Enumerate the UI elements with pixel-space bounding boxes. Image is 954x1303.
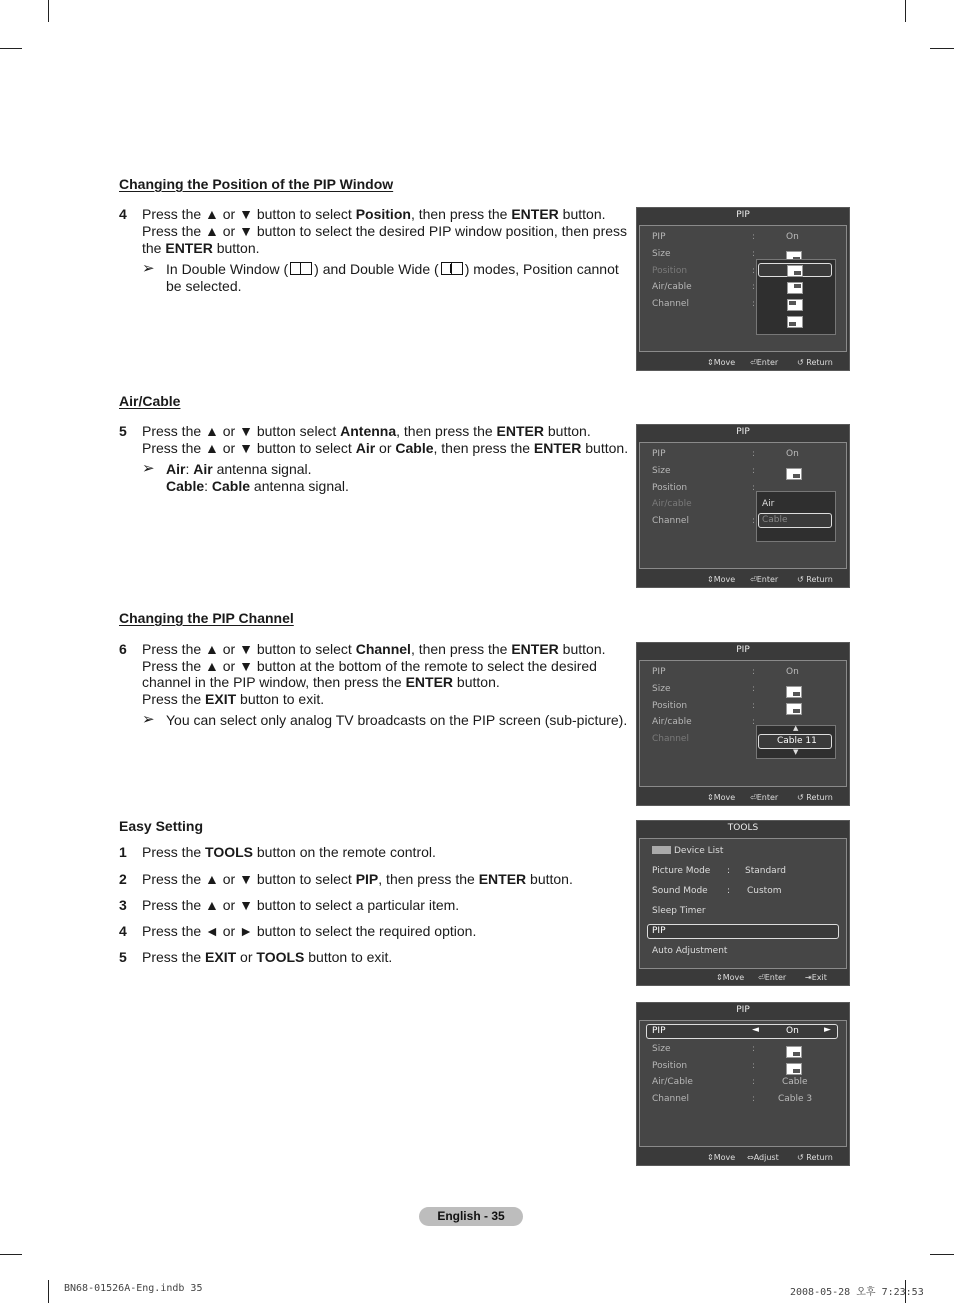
colon: : <box>752 249 756 259</box>
colon: : <box>727 886 731 896</box>
pip-size-icon <box>786 468 802 480</box>
osd-pip-position <box>636 207 850 371</box>
position-top-left-icon[interactable] <box>787 299 803 311</box>
osd-row-aircable[interactable]: Air/Cable <box>652 1077 693 1087</box>
step-text: Press the EXIT or TOOLS button to exit. <box>142 949 393 965</box>
footer-enter: ⏎Enter <box>750 575 779 584</box>
osd-body <box>639 1020 847 1147</box>
colon: : <box>752 717 756 727</box>
osd-row-size[interactable]: Size <box>652 466 671 476</box>
colon: : <box>752 1077 756 1087</box>
tools-auto-adjustment[interactable]: Auto Adjustment <box>652 946 728 956</box>
step-number: 4 <box>119 206 127 222</box>
osd-row-aircable[interactable]: Air/cable <box>652 282 692 292</box>
colon: : <box>752 1044 756 1054</box>
footer-enter: ⏎Enter <box>758 973 787 982</box>
colon: : <box>752 1061 756 1071</box>
osd-row-size[interactable]: Size <box>652 1044 671 1054</box>
crop-mark <box>0 1254 22 1255</box>
up-down-icon: ⇕ <box>707 575 714 584</box>
pip-position-icon <box>786 1063 802 1075</box>
osd-row-position[interactable]: Position <box>652 266 688 276</box>
osd-row-position[interactable]: Position <box>652 701 688 711</box>
osd-pip-value: On <box>786 1026 799 1036</box>
channel-dropdown[interactable] <box>756 725 836 759</box>
step-text: Press the ▲ or ▼ button to select Channel, then press the ENTER button. <box>142 641 606 657</box>
section-title-easy: Easy Setting <box>119 818 204 834</box>
footer-enter: ⏎Enter <box>750 358 779 367</box>
step-number: 5 <box>119 423 127 439</box>
step-number: 1 <box>119 844 127 860</box>
colon: : <box>752 266 756 276</box>
position-bottom-right-icon[interactable] <box>787 265 803 277</box>
step-number: 3 <box>119 897 127 913</box>
colon: : <box>752 299 756 309</box>
footer-move: ⇕Move <box>716 973 745 982</box>
osd-pip-value: On <box>786 667 799 677</box>
colon: : <box>752 282 756 292</box>
step-number: 5 <box>119 949 127 965</box>
footer-timestamp: 2008-05-28 오후 7:23:53 <box>790 1287 924 1298</box>
footer-move: ⇕Move <box>707 358 736 367</box>
osd-pip-channel <box>636 642 850 806</box>
osd-pip-value: On <box>786 449 799 459</box>
crop-mark <box>905 0 906 22</box>
crop-mark <box>48 1280 49 1303</box>
step-number: 2 <box>119 871 127 887</box>
up-down-icon: ⇕ <box>707 1153 714 1162</box>
footer-return: ↺ Return <box>797 575 833 584</box>
osd-row-channel[interactable]: Channel <box>652 1094 689 1104</box>
footer-file-info: BN68-01526A-Eng.indb 35 <box>64 1283 203 1294</box>
section-title-channel: Changing the PIP Channel <box>119 610 294 626</box>
crop-mark <box>930 1254 954 1255</box>
osd-row-aircable[interactable]: Air/cable <box>652 499 692 509</box>
osd-title: TOOLS <box>727 823 759 833</box>
colon: : <box>752 232 756 242</box>
return-icon: ↺ <box>797 358 804 367</box>
osd-title: PIP <box>736 645 750 655</box>
tools-pip[interactable]: PIP <box>652 926 666 936</box>
step-text: Press the ▲ or ▼ button to select PIP, then press the ENTER button. <box>142 871 573 887</box>
footer-move: ⇕Move <box>707 1153 736 1162</box>
crop-mark <box>0 48 22 49</box>
note-text: In Double Window ( ) and Double Wide ( ) modes, Position cannot <box>166 261 619 277</box>
anynet-icon <box>652 846 671 854</box>
osd-row-position[interactable]: Position <box>652 483 688 493</box>
step-text: Press the ◄ or ► button to select the required option. <box>142 923 477 939</box>
pip-position-icon <box>786 703 802 715</box>
up-down-icon: ⇕ <box>716 973 723 982</box>
option-cable[interactable]: Cable <box>762 515 788 525</box>
tools-sound-value: Custom <box>747 886 782 896</box>
tools-picture-value: Standard <box>745 866 786 876</box>
osd-row-pip[interactable]: PIP <box>652 667 666 677</box>
colon: : <box>752 701 756 711</box>
note-arrow-icon: ➢ <box>142 260 155 277</box>
arrow-up-icon[interactable]: ▲ <box>793 724 799 732</box>
note-text: Cable: Cable antenna signal. <box>166 478 349 494</box>
footer-move: ⇕Move <box>707 793 736 802</box>
double-window-icon <box>290 262 312 275</box>
step-text: Press the ▲ or ▼ button to select Position, then press the ENTER button. <box>142 206 606 222</box>
arrow-right-icon[interactable]: ► <box>824 1025 831 1035</box>
osd-pip-aircable <box>636 424 850 588</box>
position-dropdown[interactable] <box>756 259 836 335</box>
crop-mark <box>48 0 49 22</box>
osd-row-size[interactable]: Size <box>652 684 671 694</box>
note-text: You can select only analog TV broadcasts on the PIP screen (sub-picture). <box>166 712 628 728</box>
colon: : <box>727 866 731 876</box>
option-air[interactable]: Air <box>762 499 775 509</box>
left-right-icon: ⇔ <box>747 1153 754 1162</box>
step-text: Press the ▲ or ▼ button to select Air or Cable, then press the ENTER button. <box>142 440 629 456</box>
osd-pip-value: On <box>786 232 799 242</box>
colon: : <box>752 1094 756 1104</box>
colon: : <box>752 483 756 493</box>
pip-size-icon <box>786 686 802 698</box>
page-number-badge: English - 35 <box>419 1207 523 1226</box>
note-arrow-icon: ➢ <box>142 460 155 477</box>
osd-row-channel[interactable]: Channel <box>652 299 689 309</box>
osd-body <box>639 225 847 352</box>
tools-selected-highlight[interactable] <box>647 924 839 939</box>
osd-row-pip[interactable]: PIP <box>652 232 666 242</box>
footer-enter: ⏎Enter <box>750 793 779 802</box>
footer-exit: ⇥Exit <box>805 973 827 982</box>
double-wide-icon <box>441 262 463 275</box>
enter-icon: ⏎ <box>758 973 765 982</box>
osd-row-position[interactable]: Position <box>652 1061 688 1071</box>
note-arrow-icon: ➢ <box>142 711 155 728</box>
tools-device-list[interactable]: Device List <box>652 846 723 856</box>
tools-sleep-timer[interactable]: Sleep Timer <box>652 906 706 916</box>
osd-row-channel[interactable]: Channel <box>652 516 689 526</box>
osd-body <box>639 660 847 787</box>
channel-selected-value[interactable]: Cable 11 <box>777 736 817 746</box>
up-down-icon: ⇕ <box>707 358 714 367</box>
footer-adjust: ⇔Adjust <box>747 1153 779 1162</box>
selected-row-highlight[interactable] <box>646 1024 838 1039</box>
return-icon: ↺ <box>797 793 804 802</box>
enter-icon: ⏎ <box>750 793 757 802</box>
osd-title: PIP <box>736 1005 750 1015</box>
enter-icon: ⏎ <box>750 358 757 367</box>
return-icon: ↺ <box>797 1153 804 1162</box>
step-number: 4 <box>119 923 127 939</box>
step-text: the ENTER button. <box>142 240 260 256</box>
aircable-dropdown[interactable] <box>756 491 836 542</box>
arrow-down-icon[interactable]: ▼ <box>793 748 799 756</box>
step-text: Press the ▲ or ▼ button select Antenna, then press the ENTER button. <box>142 423 591 439</box>
osd-tools <box>636 820 850 986</box>
step-text: Press the ▲ or ▼ button to select a particular item. <box>142 897 460 913</box>
tools-sound-mode[interactable]: Sound Mode <box>652 886 708 896</box>
osd-aircable-value: Cable <box>782 1077 808 1087</box>
footer-return: ↺ Return <box>797 1153 833 1162</box>
colon: : <box>752 516 756 526</box>
step-text: Press the ▲ or ▼ button to select the desired PIP window position, then press <box>142 223 628 239</box>
osd-body <box>639 442 847 569</box>
colon: : <box>752 667 756 677</box>
position-top-right-icon[interactable] <box>787 282 803 294</box>
colon: : <box>752 449 756 459</box>
footer-return: ↺ Return <box>797 358 833 367</box>
tools-picture-mode[interactable]: Picture Mode <box>652 866 711 876</box>
colon: : <box>752 466 756 476</box>
up-down-icon: ⇕ <box>707 793 714 802</box>
note-text: be selected. <box>166 278 242 294</box>
position-bottom-left-icon[interactable] <box>787 316 803 328</box>
crop-mark <box>930 48 954 49</box>
arrow-left-icon[interactable]: ◄ <box>752 1025 759 1035</box>
section-title-position: Changing the Position of the PIP Window <box>119 176 394 192</box>
pip-size-icon <box>786 1046 802 1058</box>
osd-row-pip[interactable]: PIP <box>652 449 666 459</box>
footer-return: ↺ Return <box>797 793 833 802</box>
footer-move: ⇕Move <box>707 575 736 584</box>
return-icon: ↺ <box>797 575 804 584</box>
exit-icon: ⇥ <box>805 973 812 982</box>
osd-pip-summary <box>636 1002 850 1166</box>
step-text: Press the TOOLS button on the remote control. <box>142 844 436 860</box>
osd-row-channel[interactable]: Channel <box>652 734 689 744</box>
osd-body <box>639 838 847 969</box>
colon: : <box>752 684 756 694</box>
osd-row-aircable[interactable]: Air/cable <box>652 717 692 727</box>
section-title-aircable: Air/Cable <box>119 393 181 409</box>
osd-channel-value: Cable 3 <box>778 1094 813 1104</box>
step-text: channel in the PIP window, then press the ENTER button. <box>142 674 500 690</box>
step-text: Press the ▲ or ▼ button at the bottom of the remote to select the desired <box>142 658 597 674</box>
osd-row-pip[interactable]: PIP <box>652 1026 666 1036</box>
step-text: Press the EXIT button to exit. <box>142 691 325 707</box>
osd-title: PIP <box>736 210 750 220</box>
note-text: Air: Air antenna signal. <box>166 461 312 477</box>
enter-icon: ⏎ <box>750 575 757 584</box>
osd-title: PIP <box>736 427 750 437</box>
osd-row-size[interactable]: Size <box>652 249 671 259</box>
step-number: 6 <box>119 641 127 657</box>
